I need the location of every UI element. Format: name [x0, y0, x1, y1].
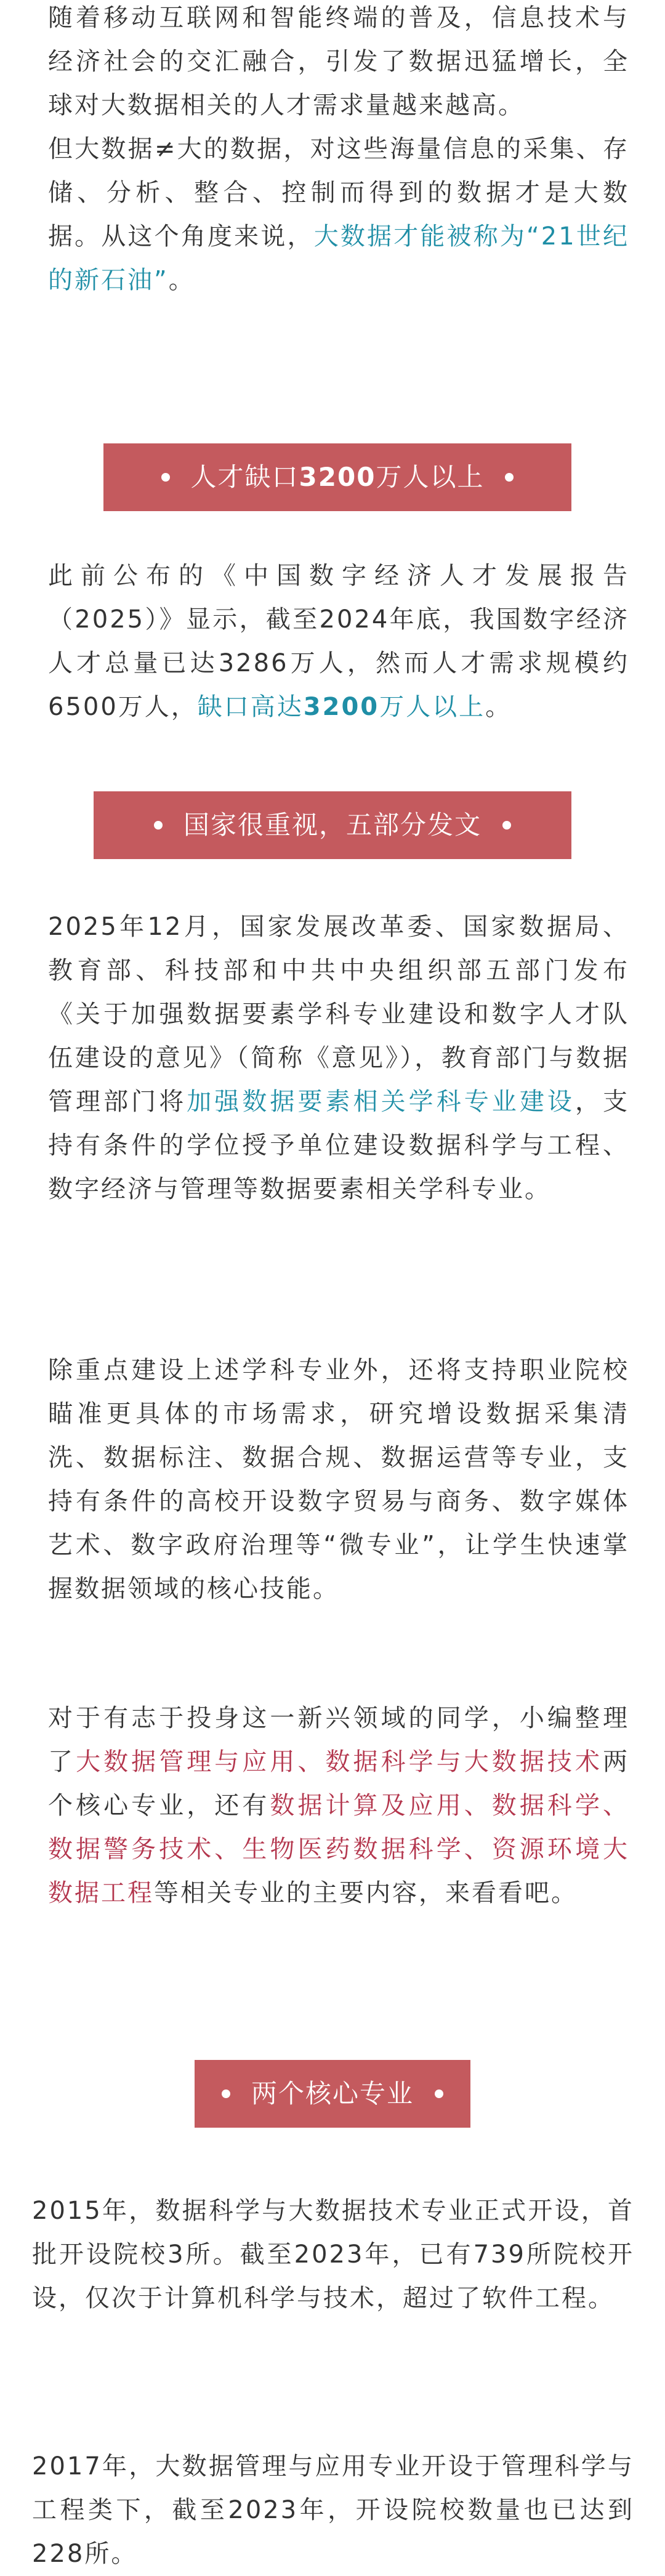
bullet-dot-icon — [502, 821, 511, 830]
policy-tail: ，支持有条件的学位授予单位建设数据科学与工程、数字经济与管理等数据要素相关学科专业。 — [48, 1088, 630, 1203]
majors-text-c: 等相关专业的主要内容，来看看吧。 — [154, 1879, 578, 1907]
intro-highlight: 大数据才能被称为“21世纪的新石油” — [48, 222, 629, 294]
policy-text: 2025年12月，国家发展改革委、国家数据局、教育部、科技部和中共中央组织部五部门发布《关于加强数据要素学科专业建设和数字人才队伍建设的意见》（简称《意见》），教育部门与数据管理部门将 — [48, 913, 629, 1116]
vocational-paragraph — [48, 1349, 629, 1611]
policy-paragraph — [48, 905, 629, 1211]
intro-tail: 。 — [168, 266, 195, 294]
bullet-dot-icon — [161, 473, 170, 482]
banner-title: 两个核心专业 — [251, 2078, 414, 2109]
talent-report-paragraph — [48, 554, 629, 729]
data-science-text: 2015年，数据科学与大数据技术专业正式开设，首批开设院校3所。截至2023年，已有739所院校开设，仅次于计算机科学与技术，超过了软件工程。 — [32, 2197, 634, 2312]
bullet-dot-icon — [505, 473, 514, 482]
majors-text-b: 两个核心专业，还有 — [48, 1748, 630, 1820]
report-tail: 。 — [485, 693, 512, 721]
intro-text-a: 随着移动互联网和智能终端的普及，信息技术与经济社会的交汇融合，引发了数据迅猛增长，全球对大数据相关的人才需求量越来越高。 — [48, 4, 629, 119]
bullet-dot-icon — [435, 2089, 443, 2098]
section-banner-core-majors — [195, 2060, 470, 2128]
data-science-paragraph — [32, 2189, 634, 2320]
policy-highlight: 加强数据要素相关学科专业建设 — [187, 1088, 575, 1116]
report-highlight: 缺口高达3200万人以上 — [197, 693, 486, 721]
intro-paragraph — [48, 0, 629, 302]
banner-title: 国家很重视，五部分发文 — [183, 810, 482, 840]
majors-text-a: 对于有志于投身这一新兴领域的同学，小编整理了 — [48, 1704, 629, 1776]
bullet-dot-icon — [222, 2089, 230, 2098]
related-majors-highlight: 数据计算及应用、数据科学、数据警务技术、生物医药数据科学、资源环境大数据工程 — [48, 1791, 630, 1907]
core-majors-highlight: 大数据管理与应用、数据科学与大数据技术 — [76, 1748, 603, 1776]
big-data-management-paragraph — [32, 2445, 634, 2576]
bullet-dot-icon — [154, 821, 163, 830]
section-banner-talent-gap — [103, 443, 571, 511]
banner-title: 人才缺口3200万人以上 — [190, 462, 485, 492]
majors-intro-paragraph — [48, 1697, 629, 1915]
report-text: 此前公布的《中国数字经济人才发展报告（2025）》显示，截至2024年底，我国数字经济人才总量已达3286万人，然而人才需求规模约6500万人， — [48, 562, 629, 721]
vocational-text: 除重点建设上述学科专业外，还将支持职业院校瞄准更具体的市场需求，研究增设数据采集清洗、数据标注、数据合规、数据运营等专业，支持有条件的高校开设数字贸易与商务、数字媒体艺术、数字政府治理等“微专业”，让学生快速掌握数据领域的核心技能。 — [48, 1356, 629, 1603]
intro-text-b: 但大数据≠大的数据，对这些海量信息的采集、存储、分析、整合、控制而得到的数据才是大数据。从这个角度来说， — [48, 135, 629, 251]
big-data-management-text: 2017年，大数据管理与应用专业开设于管理科学与工程类下，截至2023年，开设院校数量也已达到228所。 — [32, 2452, 634, 2568]
section-banner-policy — [94, 791, 571, 859]
